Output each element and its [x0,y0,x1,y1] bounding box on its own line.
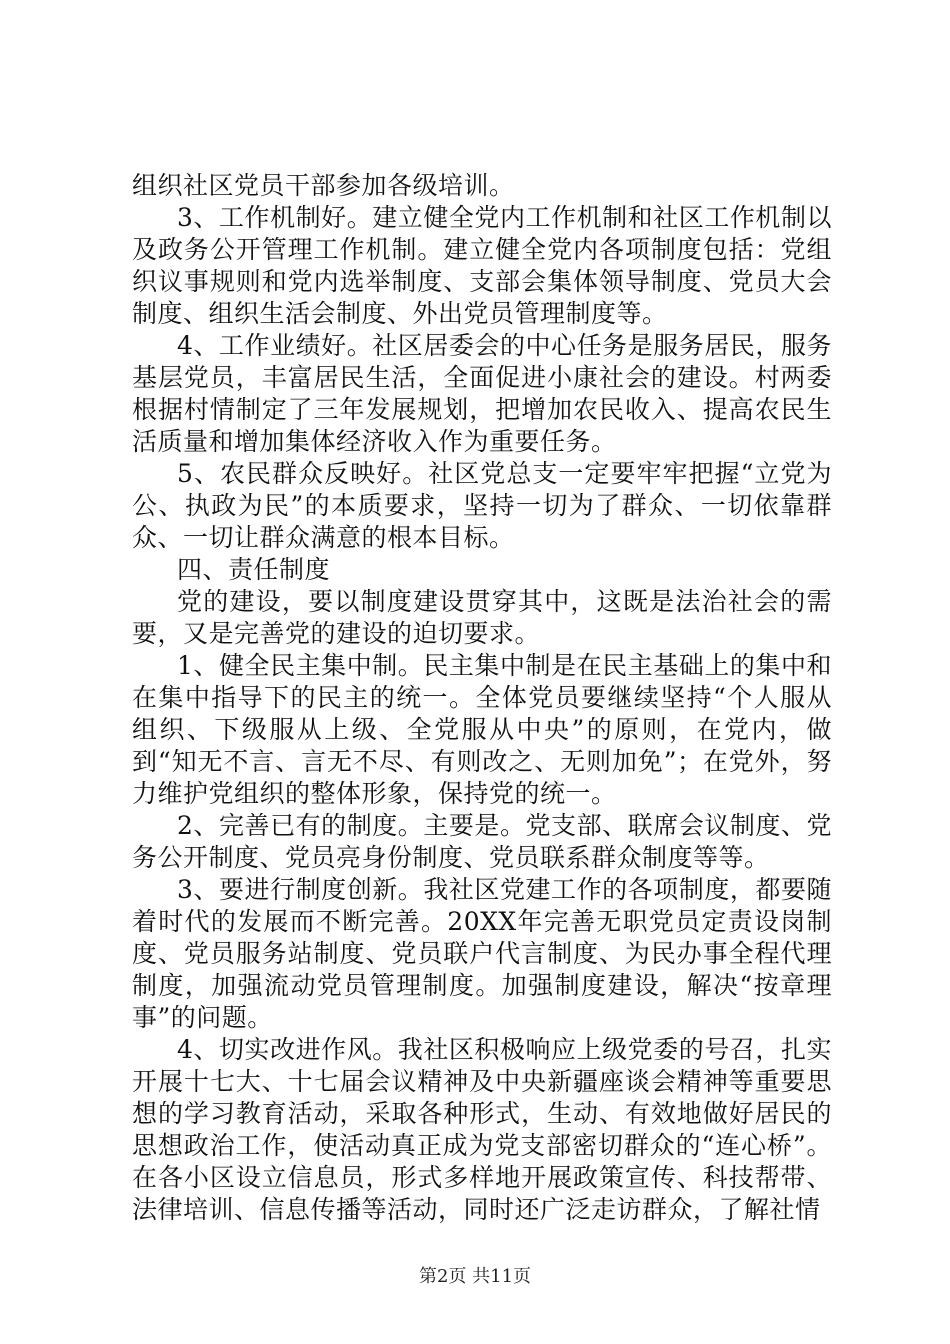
paragraph-item-3-system-innovation: 3、要进行制度创新。我社区党建工作的各项制度，都要随着时代的发展而不断完善。20XX年完善无职党员定责设岗制度、党员服务站制度、党员联户代言制度、为民办事全程代理制度，加强流动党员管理制度。加强制度建设，解决“按章理事”的问题。 [132,875,832,1032]
paragraph-item-4-work-performance: 4、工作业绩好。社区居委会的中心任务是服务居民，服务基层党员，丰富居民生活，全面促进小康社会的建设。村两委根据村情制定了三年发展规划，把增加农民收入、提高农民生活质量和增加集体经济收入作为重要任务。 [132,331,832,456]
page-number-footer: 第2页 共11页 [418,1266,532,1287]
paragraph-item-4-work-style: 4、切实改进作风。我社区积极响应上级党委的号召，扎实开展十七大、十七届会议精神及中央新疆座谈会精神等重要思想的学习教育活动，采取各种形式，生动、有效地做好居民的思想政治工作，使活动真正成为党支部密切群众的“连心桥”。在各小区设立信息员，形式多样地开展政策宣传、科技帮带、法律培训、信息传播等活动，同时还广泛走访群众，了解社情 [132,1035,832,1224]
paragraph-item-2-existing-systems: 2、完善已有的制度。主要是。党支部、联席会议制度、党务公开制度、党员亮身份制度、党员联系群众制度等等。 [132,811,832,872]
paragraph-item-3-work-mechanism: 3、工作机制好。建立健全党内工作机制和社区工作机制以及政务公开管理工作机制。建立健全党内各项制度包括：党组织议事规则和党内选举制度、支部会集体领导制度、党员大会制度、组织生活会制度、外出党员管理制度等。 [132,203,832,328]
paragraph-item-1-democratic-centralism: 1、健全民主集中制。民主集中制是在民主基础上的集中和在集中指导下的民主的统一。全体党员要继续坚持“个人服从组织、下级服从上级、全党服从中央”的原则，在党内，做到“知无不言、言无不尽、有则改之、无则加免”；在党外，努力维护党组织的整体形象，保持党的统一。 [132,651,832,808]
document-body [132,170,832,1226]
paragraph-item-5-public-feedback: 5、农民群众反映好。社区党总支一定要牢牢把握“立党为公、执政为民”的本质要求，坚持一切为了群众、一切依靠群众、一切让群众满意的根本目标。 [132,459,832,552]
paragraph-continuation: 组织社区党员干部参加各级培训。 [132,171,515,200]
paragraph-section-intro: 党的建设，要以制度建设贯穿其中，这既是法治社会的需要，又是完善党的建设的迫切要求。 [132,587,832,648]
section-heading-responsibility: 四、责任制度 [177,555,331,584]
